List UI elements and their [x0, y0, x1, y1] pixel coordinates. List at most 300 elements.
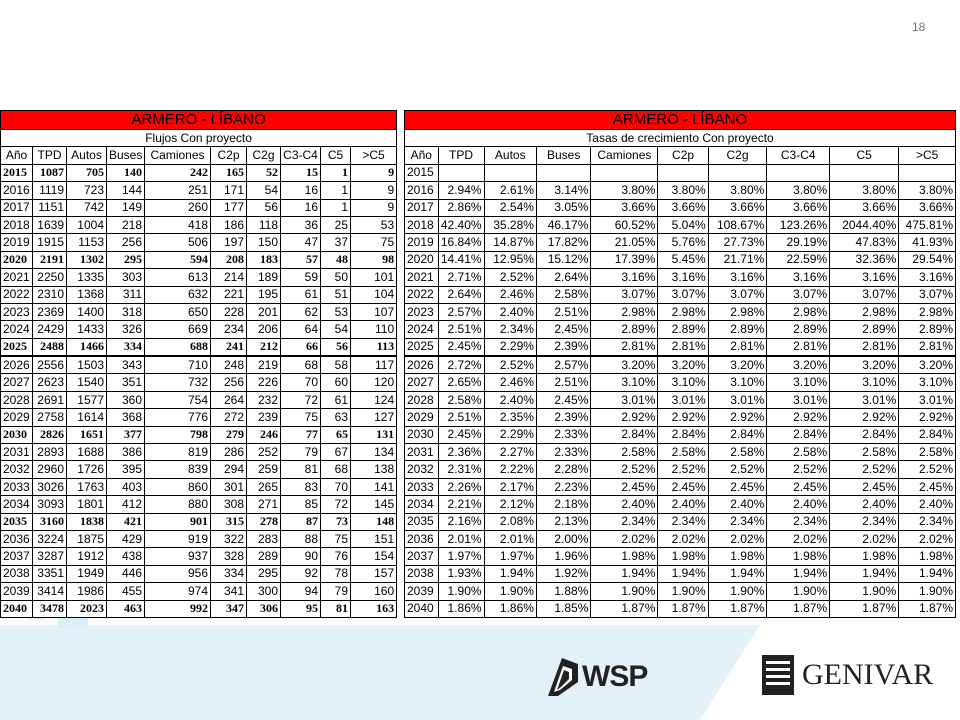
table-cell: 632	[145, 286, 211, 303]
table-cell: 429	[107, 530, 145, 547]
table-row	[1, 199, 397, 216]
table-cell: 2.52%	[830, 461, 899, 478]
table-cell: 2.46%	[484, 374, 536, 391]
table-cell: 110	[351, 321, 397, 338]
year-cell: 2036	[1, 530, 33, 547]
table-cell: 2.98%	[591, 303, 658, 320]
table-cell: 73	[321, 513, 351, 530]
table-cell: 138	[351, 461, 397, 478]
table-cell: 295	[247, 565, 281, 582]
table-cell: 326	[107, 321, 145, 338]
table-cell: 1.87%	[658, 600, 708, 617]
table-cell: 2826	[33, 426, 67, 443]
table-cell: 2.02%	[658, 530, 708, 547]
table-cell: 360	[107, 391, 145, 408]
table-cell: 1.94%	[484, 565, 536, 582]
table-cell: 1466	[67, 338, 107, 356]
table-cell: 88	[281, 530, 321, 547]
year-cell: 2028	[1, 391, 33, 408]
table-cell: 1004	[67, 216, 107, 233]
table-row	[1, 548, 397, 565]
table-cell: 880	[145, 496, 211, 513]
column-header: C2g	[708, 147, 767, 164]
table-row	[405, 374, 956, 391]
table-row	[405, 338, 956, 356]
table-cell: 1.86%	[438, 600, 484, 617]
table-cell: 1	[321, 164, 351, 181]
table-cell: 41.93%	[899, 234, 956, 251]
table-cell: 3.20%	[767, 356, 830, 374]
table-row	[405, 513, 956, 530]
table-cell: 2.81%	[830, 338, 899, 356]
table-cell: 189	[247, 269, 281, 286]
table-cell: 754	[145, 391, 211, 408]
table-cell: 351	[107, 374, 145, 391]
table-cell: 1801	[67, 496, 107, 513]
table-cell: 2.02%	[830, 530, 899, 547]
year-cell: 2026	[1, 356, 33, 374]
table-cell: 3.01%	[830, 391, 899, 408]
table-cell: 3.16%	[767, 269, 830, 286]
table-cell: 259	[247, 461, 281, 478]
table-cell: 60.52%	[591, 216, 658, 233]
table-cell: 65	[321, 426, 351, 443]
table-cell: 1335	[67, 269, 107, 286]
table-cell: 956	[145, 565, 211, 582]
table-cell: 1.97%	[484, 548, 536, 565]
table-cell: 2.52%	[591, 461, 658, 478]
year-cell: 2017	[405, 199, 439, 216]
table-cell: 2.27%	[484, 444, 536, 461]
table-cell: 3.80%	[658, 182, 708, 199]
year-cell: 2035	[1, 513, 33, 530]
table-cell: 25	[321, 216, 351, 233]
table-cell: 1.94%	[767, 565, 830, 582]
table-row	[1, 565, 397, 582]
year-cell: 2022	[1, 286, 33, 303]
table-cell: 3026	[33, 478, 67, 495]
table-cell: 2.34%	[658, 513, 708, 530]
table-cell: 70	[321, 478, 351, 495]
table-cell: 83	[281, 478, 321, 495]
table-cell: 265	[247, 478, 281, 495]
table-cell	[830, 164, 899, 181]
table-cell	[708, 164, 767, 181]
table-cell: 3.10%	[658, 374, 708, 391]
table-cell: 260	[145, 199, 211, 216]
table-cell: 241	[211, 338, 247, 356]
table-cell: 2.08%	[484, 513, 536, 530]
table-title: ARMERO - LÍBANO	[405, 111, 956, 130]
table-cell: 94	[281, 583, 321, 600]
table-cell: 239	[247, 409, 281, 426]
table-cell: 613	[145, 269, 211, 286]
table-row	[1, 182, 397, 199]
table-cell: 3414	[33, 583, 67, 600]
table-row	[1, 269, 397, 286]
year-cell: 2027	[405, 374, 439, 391]
table-cell: 77	[281, 426, 321, 443]
table-cell: 2023	[67, 600, 107, 617]
year-cell: 2021	[405, 269, 439, 286]
table-cell: 50	[321, 269, 351, 286]
table-cell: 3.10%	[591, 374, 658, 391]
table-cell: 3.01%	[708, 391, 767, 408]
table-cell: 108.67%	[708, 216, 767, 233]
table-cell: 2.17%	[484, 478, 536, 495]
table-cell: 131	[351, 426, 397, 443]
table-cell: 2893	[33, 444, 67, 461]
table-cell: 66	[281, 338, 321, 356]
year-cell: 2034	[1, 496, 33, 513]
table-cell: 2.40%	[830, 496, 899, 513]
table-cell: 395	[107, 461, 145, 478]
table-cell: 2.02%	[767, 530, 830, 547]
year-cell: 2022	[405, 286, 439, 303]
table-cell: 163	[351, 600, 397, 617]
table-cell: 9	[351, 164, 397, 181]
table-cell: 669	[145, 321, 211, 338]
table-cell: 2.89%	[830, 321, 899, 338]
table-cell: 177	[211, 199, 247, 216]
table-cell: 2.98%	[899, 303, 956, 320]
table-cell	[536, 164, 590, 181]
table-cell: 1.85%	[536, 600, 590, 617]
table-cell: 2488	[33, 338, 67, 356]
table-cell: 2.45%	[899, 478, 956, 495]
table-cell: 2.64%	[438, 286, 484, 303]
table-cell: 2.58%	[899, 444, 956, 461]
table-cell: 1.87%	[899, 600, 956, 617]
table-row	[1, 530, 397, 547]
year-cell: 2020	[1, 251, 33, 268]
table-cell: 72	[321, 496, 351, 513]
year-cell: 2038	[405, 565, 439, 582]
year-cell: 2040	[405, 600, 439, 617]
table-cell: 208	[211, 251, 247, 268]
table-cell: 56	[247, 199, 281, 216]
table-cell: 2310	[33, 286, 67, 303]
table-cell: 36	[281, 216, 321, 233]
table-cell: 2.52%	[708, 461, 767, 478]
table-cell: 120	[351, 374, 397, 391]
table-cell: 214	[211, 269, 247, 286]
table-cell: 2.28%	[536, 461, 590, 478]
year-cell: 2032	[1, 461, 33, 478]
column-header: C5	[321, 147, 351, 164]
table-cell: 368	[107, 409, 145, 426]
table-cell: 1.90%	[484, 583, 536, 600]
table-cell: 5.76%	[658, 234, 708, 251]
year-cell: 2025	[1, 338, 33, 356]
table-cell: 16	[281, 182, 321, 199]
year-cell: 2019	[405, 234, 439, 251]
page-number: 18	[912, 20, 926, 34]
table-cell: 742	[67, 199, 107, 216]
table-cell	[438, 164, 484, 181]
table-cell: 2.40%	[899, 496, 956, 513]
table-cell: 3.80%	[708, 182, 767, 199]
table-cell: 2.89%	[708, 321, 767, 338]
table-cell: 68	[281, 356, 321, 374]
table-cell: 1.90%	[591, 583, 658, 600]
table-cell: 3.10%	[899, 374, 956, 391]
table-cell: 2.98%	[658, 303, 708, 320]
table-row	[1, 444, 397, 461]
table-cell: 2.65%	[438, 374, 484, 391]
table-cell: 75	[321, 530, 351, 547]
table-cell: 1651	[67, 426, 107, 443]
table-row	[405, 182, 956, 199]
table-cell: 48	[321, 251, 351, 268]
table-cell: 2.98%	[708, 303, 767, 320]
table-cell: 2.51%	[536, 303, 590, 320]
table-cell: 2.36%	[438, 444, 484, 461]
column-header: TPD	[33, 147, 67, 164]
table-cell: 1639	[33, 216, 67, 233]
table-row	[405, 600, 956, 617]
year-cell: 2023	[405, 303, 439, 320]
table-cell: 1302	[67, 251, 107, 268]
table-cell: 248	[211, 356, 247, 374]
year-cell: 2015	[405, 164, 439, 181]
table-cell: 705	[67, 164, 107, 181]
table-cell: 937	[145, 548, 211, 565]
table-cell: 3.66%	[658, 199, 708, 216]
table-cell: 315	[211, 513, 247, 530]
table-cell: 1.87%	[830, 600, 899, 617]
table-cell: 3.20%	[830, 356, 899, 374]
table-cell: 3478	[33, 600, 67, 617]
table-cell: 3.07%	[658, 286, 708, 303]
column-header: TPD	[438, 147, 484, 164]
table-cell: 1153	[67, 234, 107, 251]
table-row	[1, 513, 397, 530]
table-cell: 3.16%	[708, 269, 767, 286]
table-cell: 1.90%	[658, 583, 708, 600]
year-cell: 2040	[1, 600, 33, 617]
table-cell: 2758	[33, 409, 67, 426]
table-cell: 201	[247, 303, 281, 320]
table-cell: 3.01%	[591, 391, 658, 408]
table-cell: 1540	[67, 374, 107, 391]
table-cell: 123.26%	[767, 216, 830, 233]
table-cell: 1.98%	[767, 548, 830, 565]
table-cell: 17.82%	[536, 234, 590, 251]
table-cell: 141	[351, 478, 397, 495]
year-cell: 2024	[1, 321, 33, 338]
column-header: C3-C4	[281, 147, 321, 164]
table-cell: 776	[145, 409, 211, 426]
table-cell: 195	[247, 286, 281, 303]
flujos-table	[0, 110, 397, 618]
year-cell: 2039	[405, 583, 439, 600]
table-cell: 1	[321, 199, 351, 216]
table-cell: 2.02%	[899, 530, 956, 547]
year-cell: 2035	[405, 513, 439, 530]
table-cell: 2.21%	[438, 496, 484, 513]
table-cell: 2250	[33, 269, 67, 286]
table-cell: 92	[281, 565, 321, 582]
table-cell: 3.05%	[536, 199, 590, 216]
table-cell: 3.07%	[767, 286, 830, 303]
table-cell: 75	[351, 234, 397, 251]
table-cell: 32.36%	[830, 251, 899, 268]
table-cell: 35.28%	[484, 216, 536, 233]
table-cell: 3.07%	[708, 286, 767, 303]
tasas-table	[404, 110, 956, 618]
table-cell: 53	[321, 303, 351, 320]
table-cell: 3.16%	[830, 269, 899, 286]
table-cell: 1.98%	[658, 548, 708, 565]
table-cell: 2.40%	[591, 496, 658, 513]
table-cell: 127	[351, 409, 397, 426]
table-cell: 58	[321, 356, 351, 374]
table-cell: 206	[247, 321, 281, 338]
table-cell: 2.81%	[767, 338, 830, 356]
year-cell: 2023	[1, 303, 33, 320]
table-cell: 16.84%	[438, 234, 484, 251]
table-cell: 2369	[33, 303, 67, 320]
column-header: C2p	[658, 147, 708, 164]
table-cell: 438	[107, 548, 145, 565]
column-header: Buses	[536, 147, 590, 164]
table-cell: 2.81%	[591, 338, 658, 356]
table-cell: 9	[351, 182, 397, 199]
table-cell: 15	[281, 164, 321, 181]
table-cell: 688	[145, 338, 211, 356]
table-row	[1, 216, 397, 233]
table-cell: 2.84%	[708, 426, 767, 443]
table-row	[405, 426, 956, 443]
table-cell: 301	[211, 478, 247, 495]
table-cell: 3.10%	[767, 374, 830, 391]
table-cell: 53	[351, 216, 397, 233]
table-cell: 283	[247, 530, 281, 547]
table-row	[405, 321, 956, 338]
table-cell: 75	[281, 409, 321, 426]
table-cell: 1087	[33, 164, 67, 181]
table-cell: 2.33%	[536, 444, 590, 461]
table-cell: 2429	[33, 321, 67, 338]
table-cell: 2.22%	[484, 461, 536, 478]
table-cell: 2.72%	[438, 356, 484, 374]
table-cell: 79	[321, 583, 351, 600]
table-cell: 2.39%	[536, 338, 590, 356]
table-cell: 2191	[33, 251, 67, 268]
table-cell: 1.87%	[708, 600, 767, 617]
table-cell: 234	[211, 321, 247, 338]
table-cell: 3.01%	[899, 391, 956, 408]
table-cell: 228	[211, 303, 247, 320]
table-cell: 295	[107, 251, 145, 268]
table-cell: 218	[107, 216, 145, 233]
table-row	[405, 565, 956, 582]
table-cell: 318	[107, 303, 145, 320]
table-cell: 322	[211, 530, 247, 547]
year-cell: 2026	[405, 356, 439, 374]
year-cell: 2027	[1, 374, 33, 391]
table-cell: 2.58%	[830, 444, 899, 461]
table-cell: 403	[107, 478, 145, 495]
table-cell: 1.90%	[830, 583, 899, 600]
table-row	[1, 374, 397, 391]
table-cell: 76	[321, 548, 351, 565]
table-cell: 52	[247, 164, 281, 181]
table-row	[405, 303, 956, 320]
table-cell: 124	[351, 391, 397, 408]
table-row	[1, 600, 397, 617]
year-cell: 2029	[405, 409, 439, 426]
table-cell: 2.45%	[830, 478, 899, 495]
table-cell: 732	[145, 374, 211, 391]
table-cell: 334	[107, 338, 145, 356]
table-cell: 2.57%	[536, 356, 590, 374]
table-cell: 1.86%	[484, 600, 536, 617]
table-cell: 3.80%	[591, 182, 658, 199]
table-cell: 3224	[33, 530, 67, 547]
table-cell: 2.45%	[438, 338, 484, 356]
table-cell: 2.45%	[658, 478, 708, 495]
table-cell: 300	[247, 583, 281, 600]
table-cell: 61	[321, 391, 351, 408]
table-row	[405, 530, 956, 547]
table-cell: 2.01%	[484, 530, 536, 547]
table-cell: 2.02%	[708, 530, 767, 547]
table-cell: 3.16%	[591, 269, 658, 286]
table-subtitle: Flujos Con proyecto	[1, 130, 397, 147]
table-row	[1, 251, 397, 268]
table-cell: 2.98%	[767, 303, 830, 320]
table-cell: 819	[145, 444, 211, 461]
table-cell: 2.00%	[536, 530, 590, 547]
table-cell: 2.54%	[484, 199, 536, 216]
table-cell: 3.20%	[708, 356, 767, 374]
table-cell: 2.40%	[767, 496, 830, 513]
table-cell: 154	[351, 548, 397, 565]
column-header: C2p	[211, 147, 247, 164]
table-row	[405, 234, 956, 251]
table-row	[1, 234, 397, 251]
table-cell: 2.31%	[438, 461, 484, 478]
table-cell: 2960	[33, 461, 67, 478]
table-cell: 2.92%	[830, 409, 899, 426]
year-cell: 2030	[405, 426, 439, 443]
table-cell: 104	[351, 286, 397, 303]
table-cell: 306	[247, 600, 281, 617]
table-cell: 46.17%	[536, 216, 590, 233]
table-row	[1, 286, 397, 303]
table-cell: 2.34%	[708, 513, 767, 530]
year-cell: 2025	[405, 338, 439, 356]
table-cell: 2.26%	[438, 478, 484, 495]
table-cell: 117	[351, 356, 397, 374]
table-cell: 455	[107, 583, 145, 600]
table-cell: 1.96%	[536, 548, 590, 565]
table-cell: 2.52%	[484, 269, 536, 286]
year-cell: 2018	[1, 216, 33, 233]
genivar-logo	[762, 655, 933, 695]
table-cell: 2.29%	[484, 426, 536, 443]
table-cell: 140	[107, 164, 145, 181]
table-cell: 506	[145, 234, 211, 251]
year-cell: 2016	[1, 182, 33, 199]
table-cell: 134	[351, 444, 397, 461]
table-cell: 5.04%	[658, 216, 708, 233]
table-cell: 278	[247, 513, 281, 530]
table-cell: 1.98%	[899, 548, 956, 565]
year-cell: 2024	[405, 321, 439, 338]
